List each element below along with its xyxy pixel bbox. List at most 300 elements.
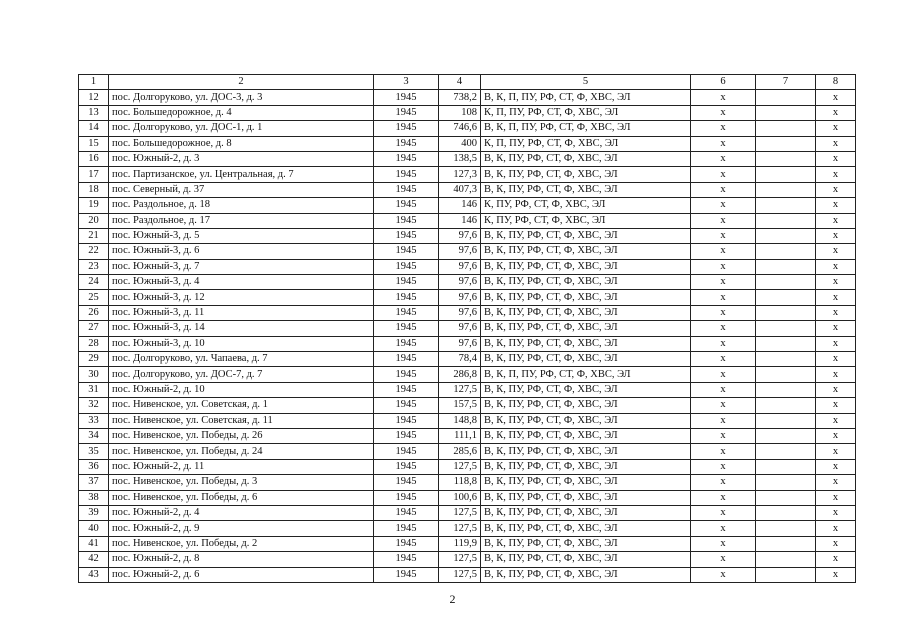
column-8-cell: х <box>816 336 856 351</box>
row-number: 23 <box>79 259 109 274</box>
column-6-cell: х <box>691 136 756 151</box>
year-cell: 1945 <box>374 182 439 197</box>
column-7-cell <box>756 290 816 305</box>
column-6-cell: х <box>691 290 756 305</box>
utilities-cell: В, К, ПУ, РФ, СТ, Ф, ХВС, ЭЛ <box>481 244 691 259</box>
address-cell: пос. Южный-2, д. 4 <box>109 505 374 520</box>
table-body <box>79 90 856 583</box>
area-cell: 97,6 <box>439 244 481 259</box>
table-row <box>79 367 856 382</box>
area-cell: 111,1 <box>439 428 481 443</box>
address-cell: пос. Южный-2, д. 8 <box>109 552 374 567</box>
area-cell: 119,9 <box>439 536 481 551</box>
table-row <box>79 198 856 213</box>
area-cell: 746,6 <box>439 121 481 136</box>
utilities-cell: К, ПУ, РФ, СТ, Ф, ХВС, ЭЛ <box>481 213 691 228</box>
column-6-cell: х <box>691 413 756 428</box>
address-cell: пос. Южный-2, д. 9 <box>109 521 374 536</box>
area-cell: 286,8 <box>439 367 481 382</box>
column-7-cell <box>756 90 816 105</box>
area-cell: 127,5 <box>439 459 481 474</box>
table-row <box>79 521 856 536</box>
column-6-cell: х <box>691 151 756 166</box>
column-8-cell: х <box>816 475 856 490</box>
row-number: 20 <box>79 213 109 228</box>
address-cell: пос. Нивенское, ул. Советская, д. 1 <box>109 398 374 413</box>
column-7-cell <box>756 275 816 290</box>
address-cell: пос. Южный-3, д. 10 <box>109 336 374 351</box>
row-number: 22 <box>79 244 109 259</box>
table-row <box>79 475 856 490</box>
table-row <box>79 121 856 136</box>
column-6-cell: х <box>691 213 756 228</box>
column-8-cell: х <box>816 505 856 520</box>
column-8-cell: х <box>816 552 856 567</box>
table-row <box>79 567 856 582</box>
area-cell: 127,5 <box>439 382 481 397</box>
area-cell: 738,2 <box>439 90 481 105</box>
column-8-cell: х <box>816 490 856 505</box>
table-row <box>79 167 856 182</box>
utilities-cell: В, К, ПУ, РФ, СТ, Ф, ХВС, ЭЛ <box>481 413 691 428</box>
table-row <box>79 444 856 459</box>
address-cell: пос. Южный-3, д. 7 <box>109 259 374 274</box>
column-6-cell: х <box>691 536 756 551</box>
area-cell: 146 <box>439 213 481 228</box>
address-cell: пос. Нивенское, ул. Победы, д. 24 <box>109 444 374 459</box>
row-number: 42 <box>79 552 109 567</box>
column-8-cell: х <box>816 182 856 197</box>
address-cell: пос. Южный-3, д. 12 <box>109 290 374 305</box>
column-8-cell: х <box>816 259 856 274</box>
address-cell: пос. Южный-2, д. 10 <box>109 382 374 397</box>
table-row <box>79 459 856 474</box>
column-7-cell <box>756 228 816 243</box>
column-8-cell: х <box>816 459 856 474</box>
year-cell: 1945 <box>374 459 439 474</box>
column-6-cell: х <box>691 567 756 582</box>
column-8-cell: х <box>816 305 856 320</box>
column-7-cell <box>756 105 816 120</box>
column-8-cell: х <box>816 213 856 228</box>
area-cell: 146 <box>439 198 481 213</box>
utilities-cell: В, К, ПУ, РФ, СТ, Ф, ХВС, ЭЛ <box>481 521 691 536</box>
column-7-cell <box>756 321 816 336</box>
column-header: 5 <box>481 75 691 90</box>
column-6-cell: х <box>691 475 756 490</box>
address-cell: пос. Южный-3, д. 14 <box>109 321 374 336</box>
column-7-cell <box>756 352 816 367</box>
year-cell: 1945 <box>374 382 439 397</box>
row-number: 30 <box>79 367 109 382</box>
year-cell: 1945 <box>374 90 439 105</box>
column-header: 3 <box>374 75 439 90</box>
address-cell: пос. Южный-3, д. 11 <box>109 305 374 320</box>
row-number: 34 <box>79 428 109 443</box>
utilities-cell: В, К, ПУ, РФ, СТ, Ф, ХВС, ЭЛ <box>481 475 691 490</box>
year-cell: 1945 <box>374 151 439 166</box>
utilities-cell: В, К, ПУ, РФ, СТ, Ф, ХВС, ЭЛ <box>481 536 691 551</box>
column-6-cell: х <box>691 505 756 520</box>
utilities-cell: В, К, ПУ, РФ, СТ, Ф, ХВС, ЭЛ <box>481 228 691 243</box>
utilities-cell: В, К, ПУ, РФ, СТ, Ф, ХВС, ЭЛ <box>481 505 691 520</box>
utilities-cell: В, К, ПУ, РФ, СТ, Ф, ХВС, ЭЛ <box>481 305 691 320</box>
column-8-cell: х <box>816 151 856 166</box>
area-cell: 157,5 <box>439 398 481 413</box>
area-cell: 97,6 <box>439 259 481 274</box>
row-number: 15 <box>79 136 109 151</box>
area-cell: 100,6 <box>439 490 481 505</box>
column-7-cell <box>756 536 816 551</box>
utilities-cell: В, К, ПУ, РФ, СТ, Ф, ХВС, ЭЛ <box>481 275 691 290</box>
column-8-cell: х <box>816 290 856 305</box>
column-7-cell <box>756 336 816 351</box>
year-cell: 1945 <box>374 305 439 320</box>
address-cell: пос. Нивенское, ул. Победы, д. 3 <box>109 475 374 490</box>
row-number: 21 <box>79 228 109 243</box>
utilities-cell: В, К, ПУ, РФ, СТ, Ф, ХВС, ЭЛ <box>481 167 691 182</box>
column-7-cell <box>756 505 816 520</box>
column-8-cell: х <box>816 275 856 290</box>
address-cell: пос. Южный-3, д. 4 <box>109 275 374 290</box>
column-6-cell: х <box>691 367 756 382</box>
year-cell: 1945 <box>374 244 439 259</box>
address-cell: пос. Южный-2, д. 3 <box>109 151 374 166</box>
table-row <box>79 505 856 520</box>
row-number: 38 <box>79 490 109 505</box>
utilities-cell: В, К, ПУ, РФ, СТ, Ф, ХВС, ЭЛ <box>481 290 691 305</box>
year-cell: 1945 <box>374 567 439 582</box>
column-8-cell: х <box>816 121 856 136</box>
column-8-cell: х <box>816 321 856 336</box>
table-row <box>79 413 856 428</box>
column-8-cell: х <box>816 536 856 551</box>
column-6-cell: х <box>691 259 756 274</box>
column-6-cell: х <box>691 428 756 443</box>
column-7-cell <box>756 552 816 567</box>
year-cell: 1945 <box>374 136 439 151</box>
area-cell: 148,8 <box>439 413 481 428</box>
utilities-cell: В, К, ПУ, РФ, СТ, Ф, ХВС, ЭЛ <box>481 336 691 351</box>
column-7-cell <box>756 367 816 382</box>
column-7-cell <box>756 213 816 228</box>
column-7-cell <box>756 305 816 320</box>
utilities-cell: В, К, П, ПУ, РФ, СТ, Ф, ХВС, ЭЛ <box>481 367 691 382</box>
year-cell: 1945 <box>374 290 439 305</box>
address-cell: пос. Нивенское, ул. Победы, д. 2 <box>109 536 374 551</box>
address-cell: пос. Южный-2, д. 6 <box>109 567 374 582</box>
column-8-cell: х <box>816 244 856 259</box>
utilities-cell: В, К, ПУ, РФ, СТ, Ф, ХВС, ЭЛ <box>481 151 691 166</box>
year-cell: 1945 <box>374 444 439 459</box>
utilities-cell: В, К, ПУ, РФ, СТ, Ф, ХВС, ЭЛ <box>481 182 691 197</box>
row-number: 29 <box>79 352 109 367</box>
area-cell: 138,5 <box>439 151 481 166</box>
column-6-cell: х <box>691 198 756 213</box>
row-number: 18 <box>79 182 109 197</box>
column-header: 6 <box>691 75 756 90</box>
column-6-cell: х <box>691 521 756 536</box>
row-number: 28 <box>79 336 109 351</box>
row-number: 32 <box>79 398 109 413</box>
column-8-cell: х <box>816 352 856 367</box>
area-cell: 97,6 <box>439 275 481 290</box>
column-6-cell: х <box>691 459 756 474</box>
row-number: 14 <box>79 121 109 136</box>
column-7-cell <box>756 398 816 413</box>
page-number: 2 <box>449 592 456 606</box>
table-header-row <box>79 75 856 90</box>
address-cell: пос. Нивенское, ул. Победы, д. 6 <box>109 490 374 505</box>
table-row <box>79 352 856 367</box>
column-7-cell <box>756 151 816 166</box>
utilities-cell: В, К, ПУ, РФ, СТ, Ф, ХВС, ЭЛ <box>481 552 691 567</box>
area-cell: 118,8 <box>439 475 481 490</box>
column-6-cell: х <box>691 244 756 259</box>
table-row <box>79 398 856 413</box>
table-row <box>79 490 856 505</box>
column-6-cell: х <box>691 228 756 243</box>
column-7-cell <box>756 382 816 397</box>
row-number: 39 <box>79 505 109 520</box>
table-row <box>79 228 856 243</box>
table-row <box>79 182 856 197</box>
address-cell: пос. Южный-3, д. 5 <box>109 228 374 243</box>
row-number: 25 <box>79 290 109 305</box>
area-cell: 407,3 <box>439 182 481 197</box>
row-number: 24 <box>79 275 109 290</box>
column-7-cell <box>756 444 816 459</box>
column-7-cell <box>756 475 816 490</box>
column-8-cell: х <box>816 444 856 459</box>
address-cell: пос. Большедорожное, д. 8 <box>109 136 374 151</box>
row-number: 40 <box>79 521 109 536</box>
column-6-cell: х <box>691 398 756 413</box>
year-cell: 1945 <box>374 167 439 182</box>
utilities-cell: В, К, П, ПУ, РФ, СТ, Ф, ХВС, ЭЛ <box>481 121 691 136</box>
column-7-cell <box>756 198 816 213</box>
utilities-cell: В, К, ПУ, РФ, СТ, Ф, ХВС, ЭЛ <box>481 490 691 505</box>
column-8-cell: х <box>816 567 856 582</box>
column-header: 2 <box>109 75 374 90</box>
utilities-cell: В, К, ПУ, РФ, СТ, Ф, ХВС, ЭЛ <box>481 259 691 274</box>
column-6-cell: х <box>691 182 756 197</box>
column-6-cell: х <box>691 167 756 182</box>
row-number: 43 <box>79 567 109 582</box>
area-cell: 97,6 <box>439 321 481 336</box>
year-cell: 1945 <box>374 552 439 567</box>
row-number: 13 <box>79 105 109 120</box>
utilities-cell: В, К, ПУ, РФ, СТ, Ф, ХВС, ЭЛ <box>481 459 691 474</box>
row-number: 31 <box>79 382 109 397</box>
table-row <box>79 552 856 567</box>
table-row <box>79 290 856 305</box>
address-cell: пос. Южный-3, д. 6 <box>109 244 374 259</box>
address-cell: пос. Нивенское, ул. Победы, д. 26 <box>109 428 374 443</box>
address-cell: пос. Долгоруково, ул. ДОС-7, д. 7 <box>109 367 374 382</box>
table-row <box>79 213 856 228</box>
column-6-cell: х <box>691 552 756 567</box>
year-cell: 1945 <box>374 321 439 336</box>
area-cell: 127,5 <box>439 552 481 567</box>
address-cell: пос. Раздольное, д. 17 <box>109 213 374 228</box>
area-cell: 97,6 <box>439 290 481 305</box>
year-cell: 1945 <box>374 413 439 428</box>
column-7-cell <box>756 428 816 443</box>
year-cell: 1945 <box>374 521 439 536</box>
column-6-cell: х <box>691 490 756 505</box>
table-row <box>79 136 856 151</box>
utilities-cell: В, К, ПУ, РФ, СТ, Ф, ХВС, ЭЛ <box>481 444 691 459</box>
row-number: 36 <box>79 459 109 474</box>
address-cell: пос. Северный, д. 37 <box>109 182 374 197</box>
address-cell: пос. Южный-2, д. 11 <box>109 459 374 474</box>
utilities-cell: В, К, П, ПУ, РФ, СТ, Ф, ХВС, ЭЛ <box>481 90 691 105</box>
address-cell: пос. Раздольное, д. 18 <box>109 198 374 213</box>
column-8-cell: х <box>816 136 856 151</box>
column-8-cell: х <box>816 167 856 182</box>
area-cell: 127,5 <box>439 567 481 582</box>
table-row <box>79 536 856 551</box>
column-6-cell: х <box>691 275 756 290</box>
utilities-cell: В, К, ПУ, РФ, СТ, Ф, ХВС, ЭЛ <box>481 382 691 397</box>
area-cell: 127,5 <box>439 521 481 536</box>
column-8-cell: х <box>816 367 856 382</box>
column-7-cell <box>756 521 816 536</box>
area-cell: 108 <box>439 105 481 120</box>
utilities-cell: К, П, ПУ, РФ, СТ, Ф, ХВС, ЭЛ <box>481 136 691 151</box>
row-number: 19 <box>79 198 109 213</box>
year-cell: 1945 <box>374 398 439 413</box>
row-number: 33 <box>79 413 109 428</box>
column-header: 7 <box>756 75 816 90</box>
year-cell: 1945 <box>374 213 439 228</box>
utilities-cell: В, К, ПУ, РФ, СТ, Ф, ХВС, ЭЛ <box>481 398 691 413</box>
year-cell: 1945 <box>374 428 439 443</box>
column-header: 4 <box>439 75 481 90</box>
utilities-cell: В, К, ПУ, РФ, СТ, Ф, ХВС, ЭЛ <box>481 567 691 582</box>
year-cell: 1945 <box>374 121 439 136</box>
table-row <box>79 305 856 320</box>
year-cell: 1945 <box>374 352 439 367</box>
column-header: 8 <box>816 75 856 90</box>
row-number: 37 <box>79 475 109 490</box>
address-cell: пос. Долгоруково, ул. ДОС-1, д. 1 <box>109 121 374 136</box>
area-cell: 97,6 <box>439 336 481 351</box>
area-cell: 400 <box>439 136 481 151</box>
row-number: 12 <box>79 90 109 105</box>
column-6-cell: х <box>691 105 756 120</box>
column-7-cell <box>756 136 816 151</box>
year-cell: 1945 <box>374 505 439 520</box>
year-cell: 1945 <box>374 228 439 243</box>
area-cell: 78,4 <box>439 352 481 367</box>
column-7-cell <box>756 490 816 505</box>
utilities-cell: В, К, ПУ, РФ, СТ, Ф, ХВС, ЭЛ <box>481 428 691 443</box>
year-cell: 1945 <box>374 275 439 290</box>
column-8-cell: х <box>816 413 856 428</box>
year-cell: 1945 <box>374 536 439 551</box>
column-7-cell <box>756 182 816 197</box>
year-cell: 1945 <box>374 336 439 351</box>
column-7-cell <box>756 567 816 582</box>
column-7-cell <box>756 121 816 136</box>
column-6-cell: х <box>691 305 756 320</box>
area-cell: 127,3 <box>439 167 481 182</box>
column-6-cell: х <box>691 121 756 136</box>
row-number: 27 <box>79 321 109 336</box>
column-header: 1 <box>79 75 109 90</box>
column-6-cell: х <box>691 336 756 351</box>
column-6-cell: х <box>691 444 756 459</box>
address-cell: пос. Долгоруково, ул. ДОС-3, д. 3 <box>109 90 374 105</box>
table-row <box>79 105 856 120</box>
column-7-cell <box>756 167 816 182</box>
column-7-cell <box>756 259 816 274</box>
address-cell: пос. Партизанское, ул. Центральная, д. 7 <box>109 167 374 182</box>
column-7-cell <box>756 413 816 428</box>
column-8-cell: х <box>816 90 856 105</box>
column-8-cell: х <box>816 398 856 413</box>
column-8-cell: х <box>816 428 856 443</box>
utilities-cell: В, К, ПУ, РФ, СТ, Ф, ХВС, ЭЛ <box>481 352 691 367</box>
column-8-cell: х <box>816 382 856 397</box>
row-number: 17 <box>79 167 109 182</box>
address-cell: пос. Нивенское, ул. Советская, д. 11 <box>109 413 374 428</box>
year-cell: 1945 <box>374 198 439 213</box>
utilities-cell: В, К, ПУ, РФ, СТ, Ф, ХВС, ЭЛ <box>481 321 691 336</box>
table-row <box>79 336 856 351</box>
year-cell: 1945 <box>374 105 439 120</box>
area-cell: 97,6 <box>439 305 481 320</box>
year-cell: 1945 <box>374 475 439 490</box>
table-row <box>79 151 856 166</box>
area-cell: 97,6 <box>439 228 481 243</box>
column-6-cell: х <box>691 321 756 336</box>
table-row <box>79 382 856 397</box>
column-6-cell: х <box>691 90 756 105</box>
area-cell: 285,6 <box>439 444 481 459</box>
column-7-cell <box>756 459 816 474</box>
column-8-cell: х <box>816 228 856 243</box>
address-cell: пос. Долгоруково, ул. Чапаева, д. 7 <box>109 352 374 367</box>
row-number: 26 <box>79 305 109 320</box>
year-cell: 1945 <box>374 367 439 382</box>
housing-registry-table <box>78 74 856 583</box>
column-6-cell: х <box>691 382 756 397</box>
column-8-cell: х <box>816 105 856 120</box>
column-8-cell: х <box>816 521 856 536</box>
table-row <box>79 428 856 443</box>
address-cell: пос. Большедорожное, д. 4 <box>109 105 374 120</box>
row-number: 41 <box>79 536 109 551</box>
table-row <box>79 275 856 290</box>
table-row <box>79 90 856 105</box>
year-cell: 1945 <box>374 490 439 505</box>
table-row <box>79 259 856 274</box>
column-8-cell: х <box>816 198 856 213</box>
utilities-cell: К, ПУ, РФ, СТ, Ф, ХВС, ЭЛ <box>481 198 691 213</box>
row-number: 35 <box>79 444 109 459</box>
row-number: 16 <box>79 151 109 166</box>
year-cell: 1945 <box>374 259 439 274</box>
table-row <box>79 321 856 336</box>
utilities-cell: К, П, ПУ, РФ, СТ, Ф, ХВС, ЭЛ <box>481 105 691 120</box>
table-row <box>79 244 856 259</box>
area-cell: 127,5 <box>439 505 481 520</box>
column-7-cell <box>756 244 816 259</box>
column-6-cell: х <box>691 352 756 367</box>
